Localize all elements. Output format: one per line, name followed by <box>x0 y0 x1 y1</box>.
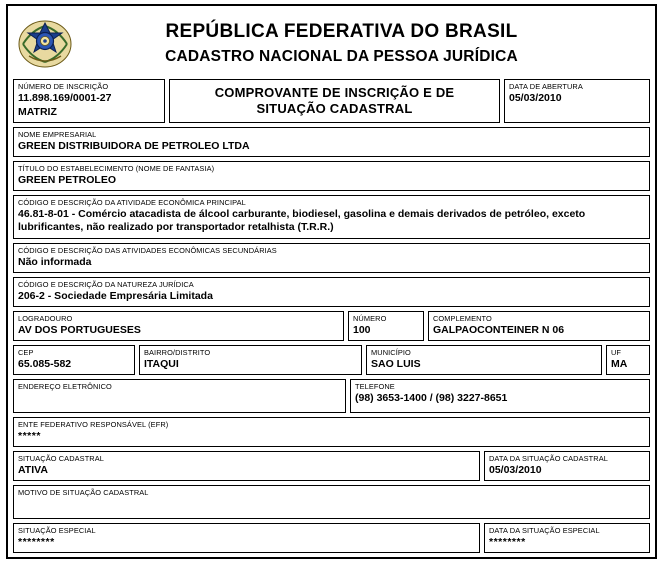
field-natureza-juridica <box>13 277 650 307</box>
uf-value: MA <box>611 358 628 370</box>
telefone-value: (98) 3653-1400 / (98) 3227-8651 <box>355 392 508 404</box>
field-numero-inscricao <box>13 79 165 123</box>
page-title: REPÚBLICA FEDERATIVA DO BRASIL <box>165 21 518 42</box>
comprovante-title-line1: COMPROVANTE DE INSCRIÇÃO E DE <box>214 85 455 100</box>
field-endereco-eletronico <box>13 379 346 413</box>
situacao-especial-label: SITUAÇÃO ESPECIAL <box>18 526 96 535</box>
row-motivo-situacao <box>13 485 650 519</box>
header-titles <box>73 20 650 68</box>
municipio-label: MUNICÍPIO <box>371 348 411 357</box>
natureza-juridica-label: CÓDIGO E DESCRIÇÃO DA NATUREZA JURÍDICA <box>18 280 194 289</box>
row-endereco-1 <box>13 311 650 341</box>
comprovante-title-line2: SITUAÇÃO CADASTRAL <box>256 101 413 116</box>
logradouro-label: LOGRADOURO <box>18 314 73 323</box>
cep-value: 65.085-582 <box>18 358 72 370</box>
data-situacao-cadastral-value: 05/03/2010 <box>489 464 542 476</box>
document-frame <box>6 4 657 559</box>
field-municipio <box>366 345 602 375</box>
data-situacao-cadastral-label: DATA DA SITUAÇÃO CADASTRAL <box>489 454 608 463</box>
row-contato <box>13 379 650 413</box>
field-logradouro <box>13 311 344 341</box>
situacao-cadastral-label: SITUAÇÃO CADASTRAL <box>18 454 104 463</box>
atividades-secundarias-value: Não informada <box>18 256 92 268</box>
complemento-value: GALPAOCONTEINER N 06 <box>433 324 565 336</box>
top-row <box>13 79 650 123</box>
field-motivo-situacao-cadastral <box>13 485 650 519</box>
numero-value: 100 <box>353 324 371 336</box>
data-abertura-value: 05/03/2010 <box>509 92 562 104</box>
row-nome-empresarial <box>13 127 650 157</box>
field-efr <box>13 417 650 447</box>
atividades-secundarias-label: CÓDIGO E DESCRIÇÃO DAS ATIVIDADES ECONÔMICAS SECUNDÁRIAS <box>18 246 277 255</box>
complemento-label: COMPLEMENTO <box>433 314 492 323</box>
comprovante-title-box <box>169 79 500 123</box>
logradouro-value: AV DOS PORTUGUESES <box>18 324 141 336</box>
atividade-principal-value: 46.81-8-01 - Comércio atacadista de álcool carburante, biodiesel, gasolina e demais derivados de petróleo, exceto lubrificantes, não realizado por transportador retalhista (T.R.R.) <box>18 208 586 233</box>
row-atividades-secundarias <box>13 243 650 273</box>
field-atividades-secundarias <box>13 243 650 273</box>
motivo-situacao-cadastral-label: MOTIVO DE SITUAÇÃO CADASTRAL <box>18 488 149 497</box>
field-complemento <box>428 311 650 341</box>
situacao-cadastral-value: ATIVA <box>18 464 48 476</box>
titulo-estabelecimento-label: TÍTULO DO ESTABELECIMENTO (NOME DE FANTASIA) <box>18 164 215 173</box>
brazil-coat-of-arms-icon <box>17 16 73 72</box>
field-numero <box>348 311 424 341</box>
field-atividade-principal <box>13 195 650 239</box>
nome-empresarial-label: NOME EMPRESARIAL <box>18 130 97 139</box>
titulo-estabelecimento-value: GREEN PETROLEO <box>18 174 117 186</box>
field-uf <box>606 345 650 375</box>
bairro-label: BAIRRO/DISTRITO <box>144 348 211 357</box>
field-telefone <box>350 379 650 413</box>
endereco-eletronico-label: ENDEREÇO ELETRÔNICO <box>18 382 112 391</box>
page-subtitle: CADASTRO NACIONAL DA PESSOA JURÍDICA <box>165 48 518 65</box>
efr-label: ENTE FEDERATIVO RESPONSÁVEL (EFR) <box>18 420 169 429</box>
nome-empresarial-value: GREEN DISTRIBUIDORA DE PETROLEO LTDA <box>18 140 250 152</box>
field-nome-empresarial <box>13 127 650 157</box>
data-situacao-especial-value: ******** <box>489 536 526 548</box>
row-efr <box>13 417 650 447</box>
field-data-situacao-especial <box>484 523 650 553</box>
row-endereco-2 <box>13 345 650 375</box>
atividade-principal-label: CÓDIGO E DESCRIÇÃO DA ATIVIDADE ECONÔMICA PRINCIPAL <box>18 198 246 207</box>
numero-inscricao-value: 11.898.169/0001-27 <box>18 92 112 104</box>
row-atividade-principal <box>13 195 650 239</box>
tipo-inscricao-value: MATRIZ <box>18 106 57 118</box>
uf-label: UF <box>611 348 622 357</box>
field-bairro <box>139 345 362 375</box>
field-situacao-cadastral <box>13 451 480 481</box>
municipio-value: SAO LUIS <box>371 358 421 370</box>
cep-label: CEP <box>18 348 34 357</box>
bairro-value: ITAQUI <box>144 358 179 370</box>
data-situacao-especial-label: DATA DA SITUAÇÃO ESPECIAL <box>489 526 600 535</box>
telefone-label: TELEFONE <box>355 382 395 391</box>
row-situacao-especial <box>13 523 650 553</box>
numero-label: NÚMERO <box>353 314 387 323</box>
numero-inscricao-label: NÚMERO DE INSCRIÇÃO <box>18 82 109 91</box>
row-titulo-estabelecimento <box>13 161 650 191</box>
field-situacao-especial <box>13 523 480 553</box>
situacao-especial-value: ******** <box>18 536 55 548</box>
data-abertura-label: DATA DE ABERTURA <box>509 82 583 91</box>
natureza-juridica-value: 206-2 - Sociedade Empresária Limitada <box>18 290 213 302</box>
row-situacao-cadastral <box>13 451 650 481</box>
field-data-situacao-cadastral <box>484 451 650 481</box>
efr-value: ***** <box>18 430 41 442</box>
row-natureza-juridica <box>13 277 650 307</box>
document-header <box>13 11 650 77</box>
field-data-abertura <box>504 79 650 123</box>
field-titulo-estabelecimento <box>13 161 650 191</box>
field-cep <box>13 345 135 375</box>
